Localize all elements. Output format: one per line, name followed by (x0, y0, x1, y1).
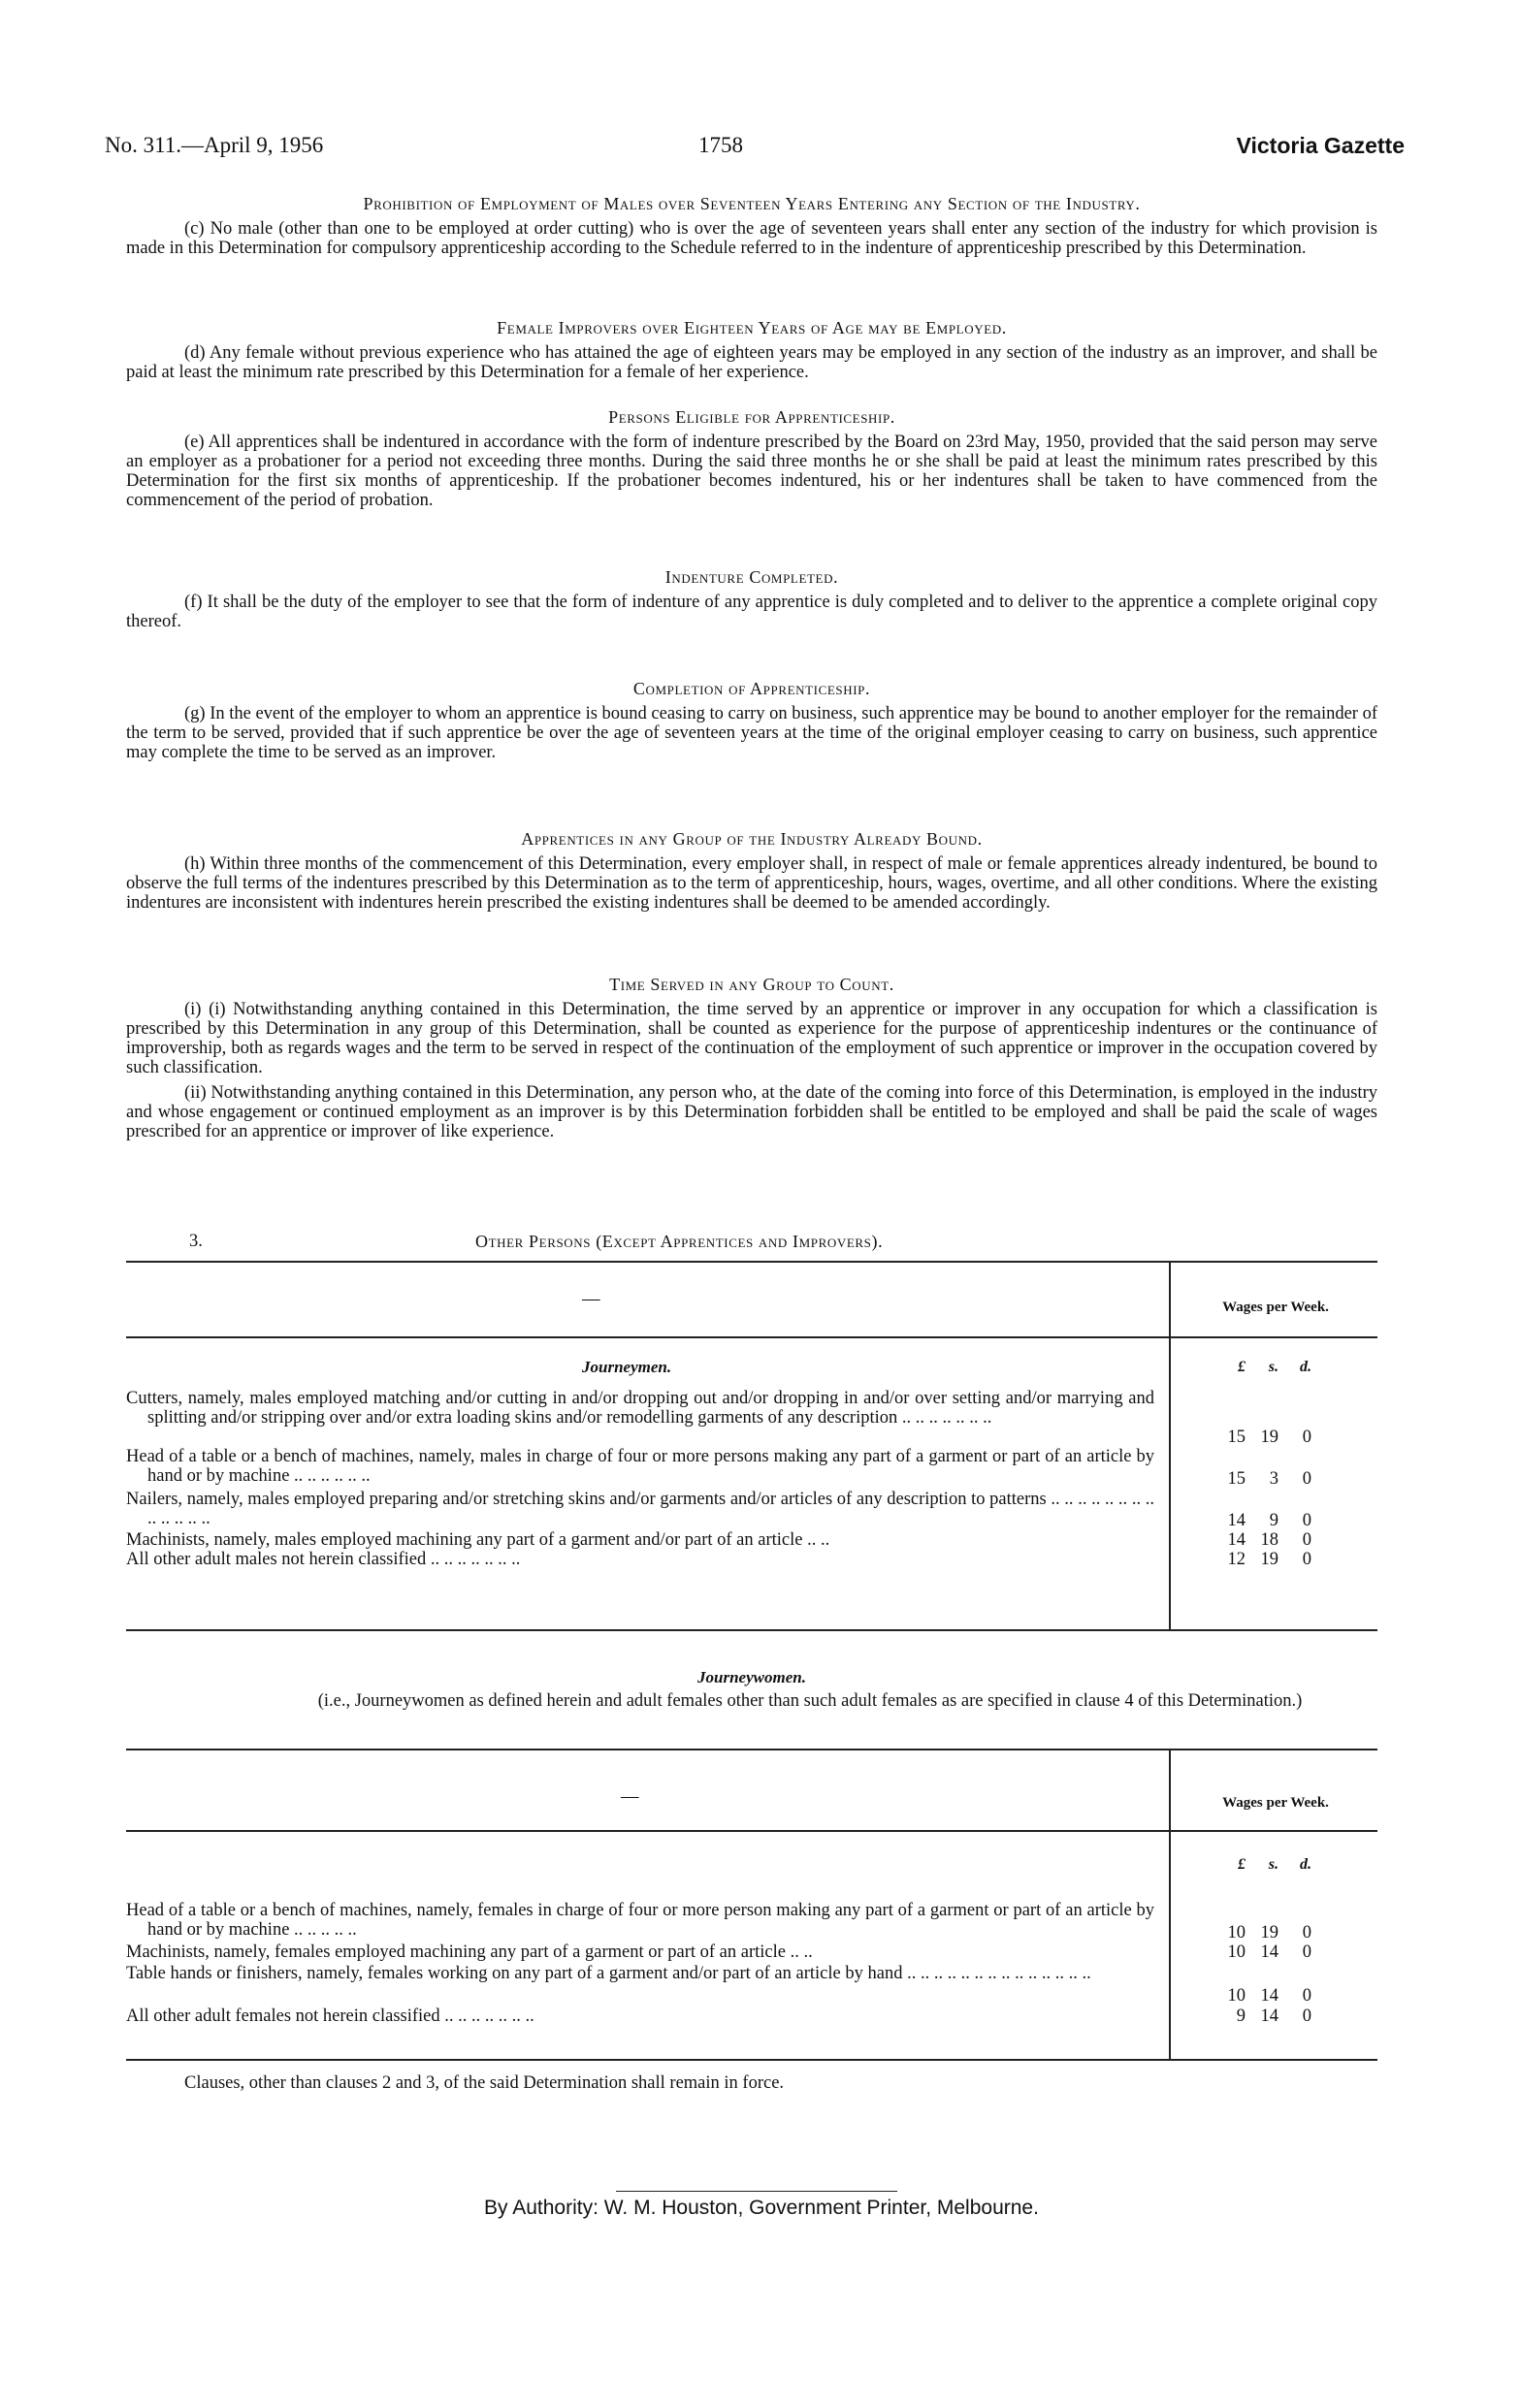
clause-title: Other Persons (Except Apprentices and Improvers). (475, 1232, 884, 1251)
clause-number: 3. (189, 1232, 203, 1251)
amount-shillings: 19 (1260, 1428, 1278, 1447)
amount-shillings: 19 (1260, 1923, 1278, 1942)
table-row (126, 1964, 1154, 1983)
section-c (126, 194, 1377, 258)
amount-pounds: 15 (1227, 1428, 1246, 1447)
section-d-text: (d) Any female without previous experience who has attained the age of eighteen years may be employed in any section of the industry as an improver, and shall be paid at least the minimum rate prescribed by this Determination for a female of her experience. (126, 343, 1377, 382)
page-number: 1758 (698, 133, 743, 157)
section-g-text: (g) In the event of the employer to whom an apprentice is bound ceasing to carry on business, such apprentice may be bound to another employer for the remainder of the term to be served, provided that if such apprentice be over the age of seventeen years at the time of the original employer ceasing to carry on business, such apprentice may complete the time to be served as an improver. (126, 704, 1377, 762)
amount-pounds: 10 (1227, 1986, 1246, 2006)
row-description: Table hands or finishers, namely, females working on any part of a garment and/or part of an article by hand .. .. .. .. .. .. .. .. .. .. .. .. .. .. (126, 1964, 1091, 1983)
row-amount (1213, 1428, 1348, 1447)
amount-pounds: 14 (1227, 1511, 1246, 1530)
row-amount (1213, 2007, 1348, 2026)
amount-shillings: 19 (1260, 1550, 1278, 1569)
row-amount (1213, 1923, 1348, 1942)
section-f-text: (f) It shall be the duty of the employer to see that the form of indenture of any apprentice is duly completed and to deliver to the apprentice a complete original copy thereof. (126, 593, 1377, 631)
row-description: Head of a table or a bench of machines, namely, males in charge of four or more persons making any part of a garment or part of an article by hand or by machine .. .. .. .. .. .. (126, 1447, 1154, 1486)
amount-pence: 0 (1302, 1942, 1311, 1962)
amount-pounds: 10 (1227, 1942, 1246, 1962)
amount-pounds: 14 (1227, 1530, 1246, 1550)
table-header-dash: — (621, 1787, 639, 1807)
section-h (126, 829, 1377, 913)
footer-rule (616, 2191, 897, 2192)
journeywomen-heading (126, 1668, 1377, 1711)
gazette-title: Victoria Gazette (1236, 133, 1405, 158)
amount-pence: 0 (1302, 1923, 1311, 1942)
row-amount (1213, 1469, 1348, 1489)
table-row (126, 2007, 1154, 2026)
page-header (105, 133, 1405, 165)
journeymen-group-title: Journeymen. (582, 1358, 672, 1376)
amount-shillings: 3 (1269, 1469, 1278, 1489)
amount-pence: 0 (1302, 2007, 1311, 2026)
unit-pounds: £ (1238, 1856, 1246, 1873)
section-d-heading: Female Improvers over Eighteen Years of Age may be Employed. (497, 318, 1007, 337)
section-c-text: (c) No male (other than one to be employed at order cutting) who is over the age of seventeen years shall enter any section of the industry for which provision is made in this Determination for compulsory apprenticeship according to the Schedule referred to in the indenture of apprenticeship prescribed by this Determination. (126, 219, 1377, 258)
amount-pounds: 15 (1227, 1469, 1246, 1489)
amount-shillings: 14 (1260, 2007, 1278, 2026)
currency-units (1213, 1855, 1348, 1875)
unit-pence: d. (1300, 1856, 1311, 1873)
row-amount (1213, 1986, 1348, 2006)
table-row (126, 1447, 1154, 1486)
currency-units (1213, 1358, 1348, 1377)
section-g (126, 679, 1377, 762)
table-row (126, 1901, 1154, 1940)
row-description: Cutters, namely, males employed matching and/or cutting in and/or dropping out and/or dropping in and/or over setting and/or marrying and splitting and/or stripping over and/or extra loading skins and/or remodelling garments of any description .. .. .. .. .. .. .. (126, 1389, 1154, 1428)
section-i (126, 975, 1377, 1141)
journeywomen-table (126, 1749, 1377, 2069)
unit-shillings: s. (1268, 1856, 1278, 1873)
amount-pounds: 9 (1236, 2007, 1246, 2026)
section-f-heading: Indenture Completed. (664, 567, 839, 587)
section-i-heading: Time Served in any Group to Count. (609, 975, 894, 994)
amount-pence: 0 (1302, 1530, 1311, 1550)
wages-header: Wages per Week. (1222, 1795, 1329, 1811)
table-row (126, 1530, 1154, 1550)
row-description: All other adult males not herein classified .. .. .. .. .. .. .. (126, 1550, 521, 1569)
section-i-text-2: (ii) Notwithstanding anything contained in this Determination, any person who, at the date of the coming into force of this Determination, is employed in the industry and whose engagement or continued employment as an improver is by this Determination forbidden shall be entitled to be employed and shall be paid the scale of wages prescribed for an apprentice or improver of like experience. (126, 1083, 1377, 1141)
section-h-heading: Apprentices in any Group of the Industry Already Bound. (521, 829, 983, 849)
journeywomen-group-title: Journeywomen. (697, 1668, 806, 1686)
amount-pounds: 10 (1227, 1923, 1246, 1942)
amount-pence: 0 (1302, 1550, 1311, 1569)
section-d (126, 318, 1377, 382)
table-row (126, 1490, 1154, 1528)
section-c-heading: Prohibition of Employment of Males over Seventeen Years Entering any Section of the Industry. (363, 194, 1141, 213)
row-amount (1213, 1511, 1348, 1530)
amount-pence: 0 (1302, 1511, 1311, 1530)
section-i-text-1: (i) (i) Notwithstanding anything contained in this Determination, the time served by an apprentice or improver in any occupation for which a classification is prescribed by this Determination in any group of this Determination, shall be counted as experience for the purpose of apprenticeship indentures or the continuance of improvership, both as regards wages and the term to be served in respect of the continuation of the employment of such apprentice or improver in the occupation covered by such classification. (126, 1000, 1377, 1077)
authority-line: By Authority: W. M. Houston, Government Printer, Melbourne. (484, 2197, 1039, 2219)
journeywomen-note: (i.e., Journeywomen as defined herein and adult females other than such adult females as are specified in clause 4 of this Determination.) (317, 1691, 1303, 1711)
section-g-heading: Completion of Apprenticeship. (632, 679, 871, 698)
row-description: Machinists, namely, males employed machining any part of a garment and/or part of an article .. .. (126, 1530, 830, 1550)
unit-pounds: £ (1238, 1359, 1246, 1375)
row-amount (1213, 1942, 1348, 1962)
row-amount (1213, 1530, 1348, 1550)
table-row (126, 1550, 1154, 1569)
row-description: Nailers, namely, males employed preparing and/or stretching skins and/or garments and/or articles of any description to patterns .. .. .. .. .. .. .. .. .. .. .. .. .. (126, 1490, 1154, 1528)
section-h-text: (h) Within three months of the commencement of this Determination, every employer shall, in respect of male or female apprentices already indentured, be bound to observe the full terms of the indentures prescribed by this Determination as to the term of apprenticeship, hours, wages, overtime, and all other conditions. Where the existing indentures are inconsistent with indentures herein prescribed the existing indentures shall be deemed to be amended accordingly. (126, 854, 1377, 913)
row-description: Machinists, namely, females employed machining any part of a garment or part of an article .. .. (126, 1942, 813, 1962)
table-header-dash: — (582, 1290, 600, 1309)
amount-shillings: 18 (1260, 1530, 1278, 1550)
table-row (126, 1942, 1154, 1962)
amount-shillings: 14 (1260, 1986, 1278, 2006)
amount-shillings: 14 (1260, 1942, 1278, 1962)
journeymen-table (126, 1261, 1377, 1634)
section-e-text: (e) All apprentices shall be indentured in accordance with the form of indenture prescribed by the Board on 23rd May, 1950, provided that the said person may serve an employer as a probationer for a period not exceeding three months. During the said three months he or she shall be paid at least the minimum rates prescribed by this Determination for the first six months of apprenticeship. If the probationer becomes indentured, his or her indentures shall be taken to have commenced from the commencement of the period of probation. (126, 433, 1377, 510)
amount-pounds: 12 (1227, 1550, 1246, 1569)
table-row (126, 1389, 1154, 1428)
closing-statement: Clauses, other than clauses 2 and 3, of the said Determination shall remain in force. (184, 2073, 785, 2093)
section-e-heading: Persons Eligible for Apprenticeship. (608, 407, 895, 427)
section-f (126, 567, 1377, 631)
amount-pence: 0 (1302, 1986, 1311, 2006)
amount-pence: 0 (1302, 1428, 1311, 1447)
row-description: All other adult females not herein classified .. .. .. .. .. .. .. (126, 2007, 534, 2026)
row-amount (1213, 1550, 1348, 1569)
wages-header: Wages per Week. (1222, 1300, 1329, 1315)
unit-shillings: s. (1268, 1359, 1278, 1375)
section-e (126, 407, 1377, 510)
unit-pence: d. (1300, 1359, 1311, 1375)
issue-date: No. 311.—April 9, 1956 (105, 133, 324, 157)
amount-shillings: 9 (1269, 1511, 1278, 1530)
printer-footer (388, 2199, 1135, 2218)
amount-pence: 0 (1302, 1469, 1311, 1489)
row-description: Head of a table or a bench of machines, namely, females in charge of four or more person making any part of a garment or part of an article by hand or by machine .. .. .. .. .. (126, 1901, 1154, 1940)
